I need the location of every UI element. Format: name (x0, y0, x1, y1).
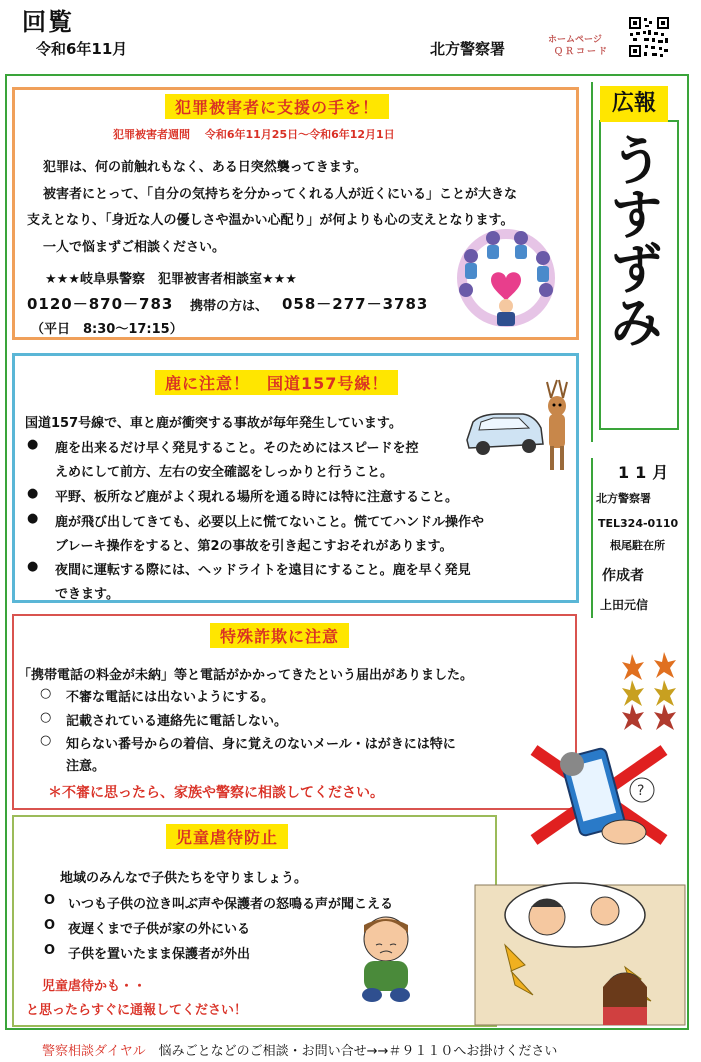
child-call-line-1: 児童虐待かも・・ (42, 979, 147, 994)
consultation-dial-label: 警察相談ダイヤル (42, 1044, 146, 1059)
svg-text:?: ? (637, 783, 645, 799)
fraud-warning-section (12, 614, 577, 810)
deer-item-3: 鹿が飛び出してきても、必要以上に慌てないこと。慌ててハンドル操作や (55, 515, 485, 530)
crime-victim-section (12, 87, 579, 340)
deer-bullet: ● (27, 486, 39, 501)
deer-bullet: ● (27, 511, 39, 526)
fraud-section-title: 特殊詐欺に注意 (210, 623, 349, 648)
mobile-number: 058－277－3783 (282, 295, 429, 313)
bulletin-koho-label: 広報 (600, 86, 668, 122)
station-name: 北方警察署 (430, 40, 506, 58)
deer-item-3-cont: ブレーキ操作をすると、第2の事故を引き起こすおそれがあります。 (55, 539, 453, 554)
deer-item-2: 平野、板所など鹿がよく現れる場所を通る時には特に注意すること。 (55, 490, 459, 505)
sidebar-police-box: 根尾駐在所 (610, 539, 665, 552)
deer-bullet: ● (27, 437, 39, 452)
fraud-bullet: ○ (40, 686, 52, 701)
fraud-bullet: ○ (40, 710, 52, 725)
deer-warning-section (12, 353, 579, 603)
victim-office-name: ★★★岐阜県警察 犯罪被害者相談室★★★ (45, 272, 297, 287)
deer-bullet: ● (27, 559, 39, 574)
deer-intro: 国道157号線で、車と鹿が衝突する事故が毎年発生しています。 (25, 416, 402, 431)
circular-label: 回覧 (22, 8, 74, 36)
consultation-dial-text: 悩みごとなどのご相談・お問い合せ→→＃９１１０へお掛けください (145, 1044, 558, 1059)
bulletin-title: うすずみ (601, 132, 664, 348)
homepage-qr-label: ホームページ ＱＲコード (548, 35, 610, 57)
child-bullet: O (44, 893, 56, 908)
child-call-line-2: と思ったらすぐに通報してください！ (26, 1003, 248, 1018)
child-abuse-section (12, 815, 497, 1027)
sidebar-station: 北方警察署 (596, 492, 651, 505)
sidebar-divider (591, 458, 593, 618)
sad-child-illustration-icon (346, 913, 426, 1003)
autumn-leaves-icon (620, 650, 680, 730)
victim-week-dates: 犯罪被害者週間 令和6年11月25日～令和6年12月1日 (113, 128, 395, 141)
crime-paragraph-1: 犯罪は、何の前触れもなく、ある日突然襲ってきます。 (43, 160, 367, 175)
fraud-item-1: 不審な電話には出ないようにする。 (66, 690, 275, 705)
fraud-intro: 「携帯電話の料金が未納」等と電話がかかってきたという届出がありました。 (18, 668, 474, 683)
crime-paragraph-2: 被害者にとって、「自分の気持ちを分かってくれる人が近くにいる」ことが大きな (43, 187, 517, 202)
sidebar-phone: TEL324-0110 (598, 517, 679, 530)
crime-paragraph-4: 一人で悩まずご相談ください。 (43, 240, 226, 255)
fraud-bullet: ○ (40, 733, 52, 748)
author-name: 上田元信 (600, 598, 649, 612)
fraud-item-3-cont: 注意。 (66, 759, 106, 774)
child-bullet: O (44, 943, 56, 958)
fraud-warning-text: ＊不審に思ったら、家族や警察に相談してください。 (48, 785, 384, 801)
issue-date: 令和6年11月 (36, 40, 128, 58)
deer-item-4-cont: できます。 (55, 587, 119, 602)
deer-section-title: 鹿に注意！ 国道157号線！ (155, 370, 398, 395)
consultation-footer (42, 1040, 557, 1059)
phone-scam-illustration-icon (524, 740, 674, 850)
child-item-1: いつも子供の泣き叫ぶ声や保護者の怒鳴る声が聞こえる (68, 897, 394, 912)
deer-item-1: 鹿を出来るだけ早く発見すること。そのためにはスピードを控 (55, 441, 419, 456)
child-item-2: 夜遅くまで子供が家の外にいる (68, 922, 251, 937)
family-conflict-illustration-icon (475, 875, 685, 1025)
child-section-title: 児童虐待防止 (166, 824, 288, 849)
mobile-label: 携帯の方は、 (190, 299, 269, 314)
qr-code-icon[interactable] (628, 16, 670, 58)
child-item-3: 子供を置いたまま保護者が外出 (68, 947, 251, 962)
fraud-item-3: 知らない番号からの着信、身に覚えのないメール・はがきには特に (66, 737, 456, 752)
support-circle-illustration-icon (451, 228, 561, 328)
author-label: 作成者 (602, 568, 644, 584)
deer-item-1-cont: えめにして前方、左右の安全確認をしっかりと行うこと。 (55, 465, 394, 480)
child-bullet: O (44, 918, 56, 933)
car-and-deer-illustration-icon (463, 378, 578, 473)
bulletin-month: 11月 (618, 463, 675, 482)
child-intro: 地域のみんなで子供たちを守りましょう。 (60, 871, 308, 886)
fraud-item-2: 記載されている連絡先に電話しない。 (66, 714, 288, 729)
deer-item-4: 夜間に運転する際には、ヘッドライトを遠目にすること。鹿を早く発見 (55, 563, 471, 578)
crime-paragraph-3: 支えとなり、「身近な人の優しさや温かい心配り」が何よりも心の支えとなります。 (27, 213, 514, 228)
crime-section-title: 犯罪被害者に支援の手を！ (165, 94, 389, 119)
office-hours: （平日 8:30～17:15） (31, 322, 183, 337)
toll-free-number: 0120－870－783 (27, 295, 174, 313)
